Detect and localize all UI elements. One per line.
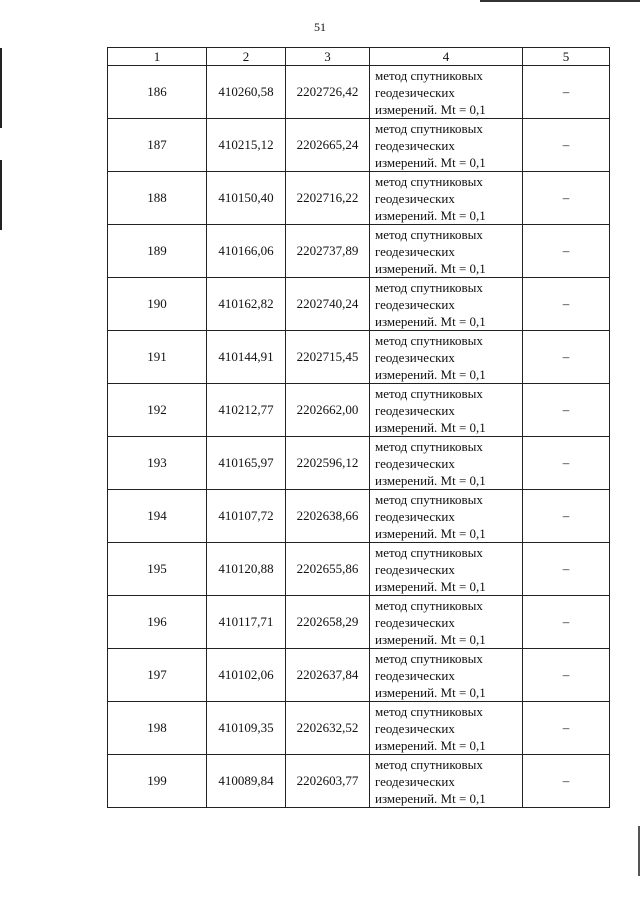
method-line: измерений. Mt = 0,1 bbox=[375, 207, 486, 223]
note-cell: – bbox=[523, 702, 610, 755]
method-line: метод спутниковых bbox=[375, 438, 483, 454]
y-coordinate-cell: 2202726,42 bbox=[286, 66, 370, 119]
table-row bbox=[108, 172, 610, 225]
table-row bbox=[108, 66, 610, 119]
method-line: метод спутниковых bbox=[375, 67, 483, 83]
column-header: 1 bbox=[108, 48, 207, 66]
y-coordinate-cell: 2202596,12 bbox=[286, 437, 370, 490]
x-coordinate-cell: 410144,91 bbox=[207, 331, 286, 384]
note-cell: – bbox=[523, 490, 610, 543]
note-cell: – bbox=[523, 596, 610, 649]
method-line: метод спутниковых bbox=[375, 703, 483, 719]
note-cell: – bbox=[523, 278, 610, 331]
point-number-cell: 194 bbox=[108, 490, 207, 543]
x-coordinate-cell: 410120,88 bbox=[207, 543, 286, 596]
y-coordinate-cell: 2202665,24 bbox=[286, 119, 370, 172]
method-cell bbox=[370, 66, 523, 119]
note-cell: – bbox=[523, 331, 610, 384]
method-cell bbox=[370, 172, 523, 225]
column-header: 2 bbox=[207, 48, 286, 66]
table-row bbox=[108, 702, 610, 755]
method-line: метод спутниковых bbox=[375, 491, 483, 507]
method-cell bbox=[370, 543, 523, 596]
table-row bbox=[108, 649, 610, 702]
y-coordinate-cell: 2202662,00 bbox=[286, 384, 370, 437]
y-coordinate-cell: 2202740,24 bbox=[286, 278, 370, 331]
table-row bbox=[108, 437, 610, 490]
point-number-cell: 197 bbox=[108, 649, 207, 702]
method-cell bbox=[370, 331, 523, 384]
method-line: измерений. Mt = 0,1 bbox=[375, 472, 486, 488]
method-line: геодезических bbox=[375, 720, 455, 736]
method-line: геодезических bbox=[375, 773, 455, 789]
point-number-cell: 187 bbox=[108, 119, 207, 172]
point-number-cell: 196 bbox=[108, 596, 207, 649]
method-line: измерений. Mt = 0,1 bbox=[375, 737, 486, 753]
point-number-cell: 199 bbox=[108, 755, 207, 808]
method-line: геодезических bbox=[375, 296, 455, 312]
method-line: метод спутниковых bbox=[375, 226, 483, 242]
column-header: 4 bbox=[370, 48, 523, 66]
method-cell bbox=[370, 702, 523, 755]
method-cell bbox=[370, 755, 523, 808]
y-coordinate-cell: 2202603,77 bbox=[286, 755, 370, 808]
x-coordinate-cell: 410166,06 bbox=[207, 225, 286, 278]
column-header: 5 bbox=[523, 48, 610, 66]
method-cell bbox=[370, 119, 523, 172]
note-cell: – bbox=[523, 119, 610, 172]
method-line: геодезических bbox=[375, 190, 455, 206]
method-cell bbox=[370, 649, 523, 702]
method-cell bbox=[370, 384, 523, 437]
column-header: 3 bbox=[286, 48, 370, 66]
method-cell bbox=[370, 437, 523, 490]
method-line: метод спутниковых bbox=[375, 597, 483, 613]
left-edge-mark bbox=[0, 160, 2, 230]
x-coordinate-cell: 410150,40 bbox=[207, 172, 286, 225]
point-number-cell: 195 bbox=[108, 543, 207, 596]
point-number-cell: 193 bbox=[108, 437, 207, 490]
method-line: метод спутниковых bbox=[375, 650, 483, 666]
y-coordinate-cell: 2202737,89 bbox=[286, 225, 370, 278]
y-coordinate-cell: 2202637,84 bbox=[286, 649, 370, 702]
method-line: метод спутниковых bbox=[375, 173, 483, 189]
y-coordinate-cell: 2202632,52 bbox=[286, 702, 370, 755]
point-number-cell: 192 bbox=[108, 384, 207, 437]
note-cell: – bbox=[523, 384, 610, 437]
point-number-cell: 189 bbox=[108, 225, 207, 278]
table-row bbox=[108, 331, 610, 384]
method-cell bbox=[370, 596, 523, 649]
method-line: измерений. Mt = 0,1 bbox=[375, 578, 486, 594]
method-line: геодезических bbox=[375, 667, 455, 683]
method-line: геодезических bbox=[375, 84, 455, 100]
note-cell: – bbox=[523, 649, 610, 702]
point-number-cell: 190 bbox=[108, 278, 207, 331]
method-line: метод спутниковых bbox=[375, 385, 483, 401]
note-cell: – bbox=[523, 225, 610, 278]
point-number-cell: 198 bbox=[108, 702, 207, 755]
method-line: геодезических bbox=[375, 508, 455, 524]
method-line: метод спутниковых bbox=[375, 756, 483, 772]
method-line: измерений. Mt = 0,1 bbox=[375, 260, 486, 276]
y-coordinate-cell: 2202715,45 bbox=[286, 331, 370, 384]
method-cell bbox=[370, 225, 523, 278]
x-coordinate-cell: 410102,06 bbox=[207, 649, 286, 702]
note-cell: – bbox=[523, 543, 610, 596]
method-cell bbox=[370, 490, 523, 543]
method-line: измерений. Mt = 0,1 bbox=[375, 525, 486, 541]
y-coordinate-cell: 2202658,29 bbox=[286, 596, 370, 649]
table-row bbox=[108, 596, 610, 649]
x-coordinate-cell: 410260,58 bbox=[207, 66, 286, 119]
x-coordinate-cell: 410162,82 bbox=[207, 278, 286, 331]
method-line: измерений. Mt = 0,1 bbox=[375, 154, 486, 170]
y-coordinate-cell: 2202716,22 bbox=[286, 172, 370, 225]
note-cell: – bbox=[523, 66, 610, 119]
table-body bbox=[108, 66, 610, 808]
method-line: геодезических bbox=[375, 243, 455, 259]
coordinates-table bbox=[107, 47, 610, 808]
method-line: геодезических bbox=[375, 402, 455, 418]
method-line: измерений. Mt = 0,1 bbox=[375, 790, 486, 806]
x-coordinate-cell: 410089,84 bbox=[207, 755, 286, 808]
method-line: метод спутниковых bbox=[375, 279, 483, 295]
method-line: геодезических bbox=[375, 561, 455, 577]
table-row bbox=[108, 543, 610, 596]
table-row bbox=[108, 119, 610, 172]
method-line: метод спутниковых bbox=[375, 120, 483, 136]
table-row bbox=[108, 384, 610, 437]
table-row bbox=[108, 278, 610, 331]
method-line: измерений. Mt = 0,1 bbox=[375, 631, 486, 647]
method-line: измерений. Mt = 0,1 bbox=[375, 419, 486, 435]
method-line: измерений. Mt = 0,1 bbox=[375, 684, 486, 700]
table-row bbox=[108, 755, 610, 808]
x-coordinate-cell: 410215,12 bbox=[207, 119, 286, 172]
method-line: метод спутниковых bbox=[375, 544, 483, 560]
x-coordinate-cell: 410117,71 bbox=[207, 596, 286, 649]
note-cell: – bbox=[523, 755, 610, 808]
method-line: геодезических bbox=[375, 137, 455, 153]
note-cell: – bbox=[523, 437, 610, 490]
top-edge-rule bbox=[480, 0, 640, 2]
table-row bbox=[108, 225, 610, 278]
x-coordinate-cell: 410212,77 bbox=[207, 384, 286, 437]
note-cell: – bbox=[523, 172, 610, 225]
method-line: измерений. Mt = 0,1 bbox=[375, 366, 486, 382]
method-line: метод спутниковых bbox=[375, 332, 483, 348]
point-number-cell: 188 bbox=[108, 172, 207, 225]
x-coordinate-cell: 410165,97 bbox=[207, 437, 286, 490]
x-coordinate-cell: 410109,35 bbox=[207, 702, 286, 755]
method-line: геодезических bbox=[375, 455, 455, 471]
x-coordinate-cell: 410107,72 bbox=[207, 490, 286, 543]
point-number-cell: 186 bbox=[108, 66, 207, 119]
y-coordinate-cell: 2202638,66 bbox=[286, 490, 370, 543]
point-number-cell: 191 bbox=[108, 331, 207, 384]
page-number: 51 bbox=[314, 20, 326, 34]
method-line: измерений. Mt = 0,1 bbox=[375, 101, 486, 117]
method-line: геодезических bbox=[375, 349, 455, 365]
method-line: геодезических bbox=[375, 614, 455, 630]
method-cell bbox=[370, 278, 523, 331]
table-row bbox=[108, 490, 610, 543]
left-edge-mark bbox=[0, 48, 2, 128]
header-row bbox=[108, 48, 610, 66]
y-coordinate-cell: 2202655,86 bbox=[286, 543, 370, 596]
method-line: измерений. Mt = 0,1 bbox=[375, 313, 486, 329]
